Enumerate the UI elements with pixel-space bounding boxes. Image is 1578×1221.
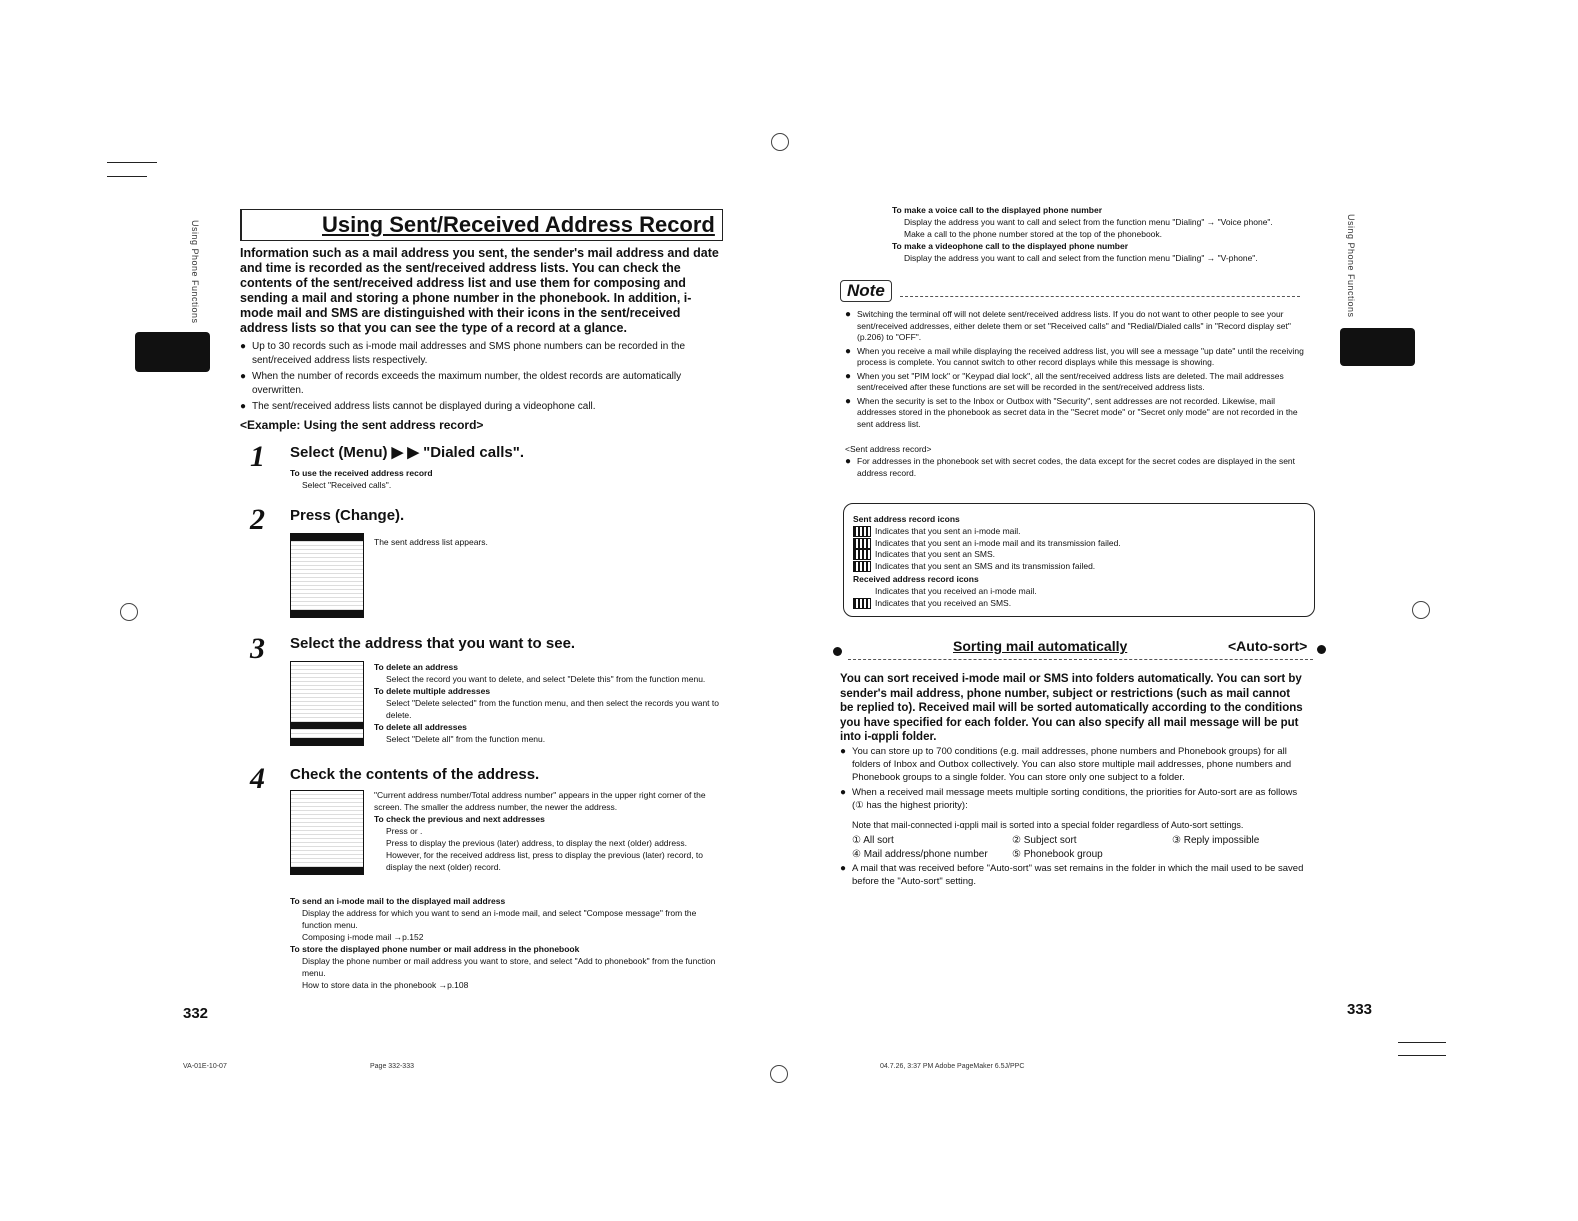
sort-tag: <Auto-sort>: [1228, 638, 1308, 654]
legend-title: Received address record icons: [853, 574, 979, 584]
step-sub-text: Select "Received calls".: [302, 480, 392, 490]
step-sub-title: To use the received address record: [290, 468, 433, 478]
list-item: ● Up to 30 records such as i-mode mail addresses and SMS phone numbers can be recorded in the sent/received address lists respectively.: [240, 340, 720, 368]
item-text: Press or .: [386, 826, 423, 836]
sms-sent-failed-icon: [853, 561, 871, 572]
list-item: ● The sent/received address lists cannot be displayed during a videophone call.: [240, 400, 720, 414]
step-number: 4: [250, 762, 265, 795]
side-label: Using Phone Functions: [1346, 214, 1356, 318]
item-text: Make a call to the phone number stored at the top of the phonebook.: [904, 229, 1163, 239]
priority-item: ⑤ Phonebook group: [1012, 849, 1103, 860]
page-number: 333: [1347, 1001, 1373, 1018]
example-heading: <Example: Using the sent address record>: [240, 418, 484, 432]
imode-sent-failed-icon: [853, 538, 871, 549]
step-number: 1: [250, 440, 265, 473]
bullet-list: [240, 340, 720, 416]
list-item: ● You can store up to 700 conditions (e.g. mail addresses, phone numbers and Phonebook groups) for all folders of Inbox and Outbox collectively. You can also store multiple mail addresses, phone numbers and Phonebook groups to a single folder. You can store only one subject to a folder.: [840, 745, 1305, 784]
legend-text: Indicates that you sent an i-mode mail and its transmission failed.: [875, 537, 1121, 548]
item-text: Press to display the previous (later) address, to display the next (older) address.: [386, 838, 687, 848]
crop-mark: [107, 176, 147, 177]
sms-sent-icon: [853, 549, 871, 560]
item-title: To delete multiple addresses: [374, 686, 491, 696]
footer-code: VA-01E-10-07: [183, 1063, 227, 1070]
side-tab: [135, 332, 210, 372]
legend-text: Indicates that you received an i-mode mail.: [875, 586, 1037, 596]
item-title: To delete an address: [374, 662, 458, 672]
legend-sent-list: [853, 526, 1121, 572]
phone-screen-image: [290, 533, 364, 618]
page-title: Using Sent/Received Address Record: [322, 212, 715, 237]
crop-mark: [1398, 1055, 1446, 1056]
item-text: Select "Delete all" from the function menu.: [386, 734, 546, 744]
item-title: To check the previous and next addresses: [374, 814, 545, 824]
step-heading: Select (Menu) ▶ ▶ "Dialed calls".: [290, 444, 525, 461]
item-title: To make a voice call to the displayed phone number: [892, 205, 1103, 215]
step-text: "Current address number/Total address number" appears in the upper right corner of the screen. The smaller the address number, the newer the address.: [374, 790, 706, 812]
footer-info: 04.7.26, 3:37 PM Adobe PageMaker 6.5J/PPC: [880, 1063, 1025, 1070]
priority-list: [852, 834, 1312, 862]
legend-item: [853, 586, 1037, 598]
step-number: 3: [250, 632, 265, 665]
priority-item: ③ Reply impossible: [1172, 835, 1260, 846]
item-text: Display the address you want to call and select from the function menu "Dialing" → "V-phone".: [904, 253, 1258, 263]
imode-sent-icon: [853, 526, 871, 537]
call-items: [892, 204, 1312, 264]
phone-screen-image: [290, 661, 364, 746]
legend-text: Indicates that you sent an SMS.: [875, 549, 996, 559]
legend-text: Indicates that you sent an SMS and its transmission failed.: [875, 560, 1096, 571]
legend-item: [853, 561, 1121, 573]
item-text: However, for the received address list, press to display the previous (later) record, to display the next (older) record.: [386, 850, 704, 872]
item-text: Display the address for which you want to send an i-mode mail, and select "Compose message" from the function menu.: [302, 908, 697, 930]
bullet-dot-icon: [1317, 645, 1326, 654]
sms-received-icon: [853, 598, 871, 609]
note-label: Note: [840, 280, 892, 302]
note-list: [845, 309, 1305, 432]
step-heading: Press (Change).: [290, 507, 405, 524]
legend-title: Sent address record icons: [853, 514, 960, 524]
icon-legend-box: [843, 503, 1315, 617]
side-tab: [1340, 328, 1415, 366]
sort-heading: [833, 638, 1328, 662]
phone-screen-image: [290, 790, 364, 875]
item-title: To send an i-mode mail to the displayed mail address: [290, 896, 506, 906]
after-steps: [290, 895, 720, 991]
item-text: Display the address you want to call and select from the function menu "Dialing" → "Voice phone".: [904, 217, 1273, 227]
legend-item: [853, 549, 1121, 561]
side-label: Using Phone Functions: [190, 220, 200, 324]
sort-rule: [848, 659, 1313, 660]
sort-intro: You can sort received i-mode mail or SMS into folders automatically. You can sort by sender's mail address, phone number, subject or restrictions (such as mail cannot be replied to). Received mail will be sorted automatically according to the conditions you have specified for each folder. You can also specify all mail message will be put into i-αppli folder.: [840, 673, 1303, 743]
sent-record-note: [845, 456, 1305, 481]
registration-mark-icon: [120, 603, 138, 621]
step-heading: Check the contents of the address.: [290, 766, 540, 783]
list-item: ● When the security is set to the Inbox or Outbox with "Security", sent addresses are not recorded. Likewise, mail addresses stored in the phonebook as secret data in the "Secret mode" or "Secret only mode" are not recorded in the sent address list.: [845, 396, 1305, 431]
registration-mark-icon: [770, 1065, 788, 1083]
legend-text: Indicates that you sent an i-mode mail.: [875, 526, 1021, 536]
sort-title: Sorting mail automatically: [953, 638, 1128, 654]
step-items: [374, 661, 719, 745]
item-title: To make a videophone call to the displayed phone number: [892, 241, 1128, 251]
priority-item: ④ Mail address/phone number: [852, 849, 988, 860]
intro-paragraph: Information such as a mail address you sent, the sender's mail address and date and time is recorded as the sent/received address lists. You can check the contents of the sent/received address list and use them for composing and sending a mail and storing a phone number in the phonebook. In addition, i-mode mail and SMS are distinguished with their icons in the sent/received address lists so that you can see the type of a record at a glance.: [240, 246, 719, 335]
legend-text: Indicates that you received an SMS.: [875, 597, 1012, 608]
sort-note: Note that mail-connected i-αppli mail is sorted into a special folder regardless of Auto-sort settings.: [852, 820, 1244, 830]
step-details: [374, 789, 719, 873]
step-heading: Select the address that you want to see.: [290, 635, 576, 652]
legend-item: [853, 526, 1121, 538]
note-rule: [900, 296, 1300, 297]
item-text: Select the record you want to delete, and select "Delete this" from the function menu.: [386, 674, 706, 684]
item-title: To store the displayed phone number or mail address in the phonebook: [290, 944, 580, 954]
crop-mark: [107, 162, 157, 163]
crop-mark: [1398, 1042, 1446, 1043]
list-item: ● A mail that was received before "Auto-sort" was set remains in the folder in which the mail used to be saved before the "Auto-sort" setting.: [840, 862, 1305, 888]
page-number: 332: [183, 1005, 209, 1022]
item-text: Display the phone number or mail address you want to store, and select "Add to phonebook" from the function menu.: [302, 956, 716, 978]
list-item: ● When a received mail message meets multiple sorting conditions, the priorities for Auto-sort are as follows (① has the highest priority):: [840, 786, 1305, 812]
legend-recv-list: [853, 586, 1037, 609]
item-ref: How to store data in the phonebook →p.108: [302, 980, 469, 990]
list-item: ● When you set "PIM lock" or "Keypad dial lock", all the sent/received address lists are deleted. The mail addresses sent/received after these functions are set will be recorded in the sent/received address lists.: [845, 371, 1305, 394]
sort-last: [840, 862, 1305, 890]
registration-mark-icon: [1412, 601, 1430, 619]
list-item: ● When the number of records exceeds the maximum number, the oldest records are automatically overwritten.: [240, 370, 720, 398]
sent-record-label: <Sent address record>: [845, 444, 932, 454]
list-item: ● For addresses in the phonebook set with secret codes, the data except for the secret codes are displayed in the sent address record.: [845, 456, 1305, 479]
step-text: The sent address list appears.: [374, 537, 488, 547]
item-title: To delete all addresses: [374, 722, 467, 732]
section-title-box: [240, 209, 723, 241]
footer-pages: Page 332-333: [370, 1063, 414, 1070]
sort-bullets: [840, 745, 1305, 814]
bullet-dot-icon: [833, 647, 842, 656]
item-text: Select "Delete selected" from the function menu, and then select the records you want to delete.: [386, 698, 719, 720]
legend-item: [853, 598, 1037, 610]
list-item: ● When you receive a mail while displaying the received address list, you will see a message "up date" until the receiving process is complete. You cannot switch to other record displays while this message is showing.: [845, 346, 1305, 369]
list-item: ● Switching the terminal off will not delete sent/received address lists. If you do not want to other people to see your sent/received addresses, either delete them or set "Received calls" and "Redial/Dialed calls" in "Record display set" (p.206) to "OFF".: [845, 309, 1305, 344]
legend-item: [853, 538, 1121, 550]
priority-item: ② Subject sort: [1012, 835, 1077, 846]
item-ref: Composing i-mode mail →p.152: [302, 932, 424, 942]
priority-item: ① All sort: [852, 835, 894, 846]
registration-mark-icon: [771, 133, 789, 151]
step-number: 2: [250, 503, 265, 536]
